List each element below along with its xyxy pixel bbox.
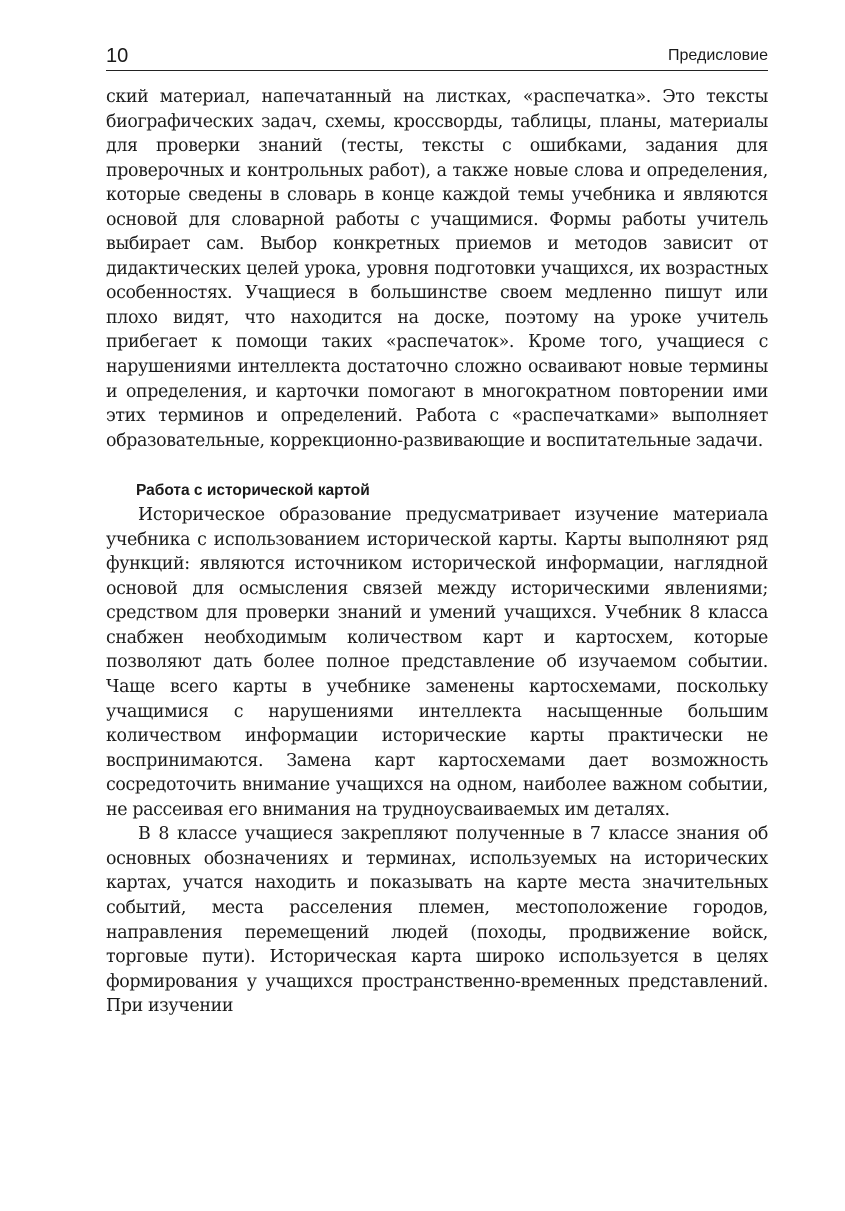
paragraph-handouts: ский материал, напечатанный на листках, «распечатка». Это тексты биографических задач, схемы, кроссворды, таблицы, планы, материалы для проверки знаний (тесты, тексты с ошибками, задания для проверочных и контрольных работ), а также новые слова и определения, которые сведены в словарь в конце каждой темы учебника и являются основой для словарной работы с учащимися. Формы работы учитель выбирает сам. Выбор конкретных приемов и методов зависит от дидактических целей урока, уровня подготовки учащихся, их возрастных особенностях. Учащиеся в большинстве своем медленно пишут или плохо видят, что находится на доске, поэтому на уроке учитель прибегает к помощи таких «распечаток». Кроме того, учащиеся с нарушениями интеллекта достаточно сложно осваивают новые термины и определения, и карточки помогают в многократном повторении ими этих терминов и определений. Работа с «распечатками» выполняет образовательные, коррекционно-развивающие и воспитательные задачи. (106, 87, 768, 451)
section-heading: Работа с исторической картой (136, 482, 370, 500)
document-page (106, 40, 768, 1019)
paragraph-historical-map: Историческое образование предусматривает изучение материала учебника с использованием исторической карты. Карты выполняют ряд функций: являются источником исторической информации, наглядной основой для осмысления связей между историческими явлениями; средством для проверки знаний и умений учащихся. Учебник 8 класса снабжен необходимым количеством карт и картосхем, которые позволяют дать более полное представление об изучаемом событии. Чаще всего карты в учебнике заменены картосхемами, поскольку учащимися с нарушениями интеллекта насыщенные большим количеством информации исторические карты практически не воспринимаются. Замена карт картосхемами дает возможность сосредоточить внимание учащихся на одном, наиболее важном событии, не рассеивая его внимания на трудноусваиваемых им деталях. (106, 505, 768, 820)
page-number: 10 (106, 45, 129, 67)
running-header (106, 40, 768, 71)
chapter-title: Предисловие (668, 47, 768, 64)
paragraph-grade-8: В 8 классе учащиеся закрепляют полученные в 7 классе знания об основных обозначениях и терминах, используемых на исторических картах, учатся находить и показывать на карте места значительных событий, места расселения племен, местоположение городов, направления перемещений людей (походы, продвижение войск, торговые пути). Историческая карта широко используется в целях формирования у учащихся пространственно-временных представлений. При изучении (106, 824, 768, 1017)
